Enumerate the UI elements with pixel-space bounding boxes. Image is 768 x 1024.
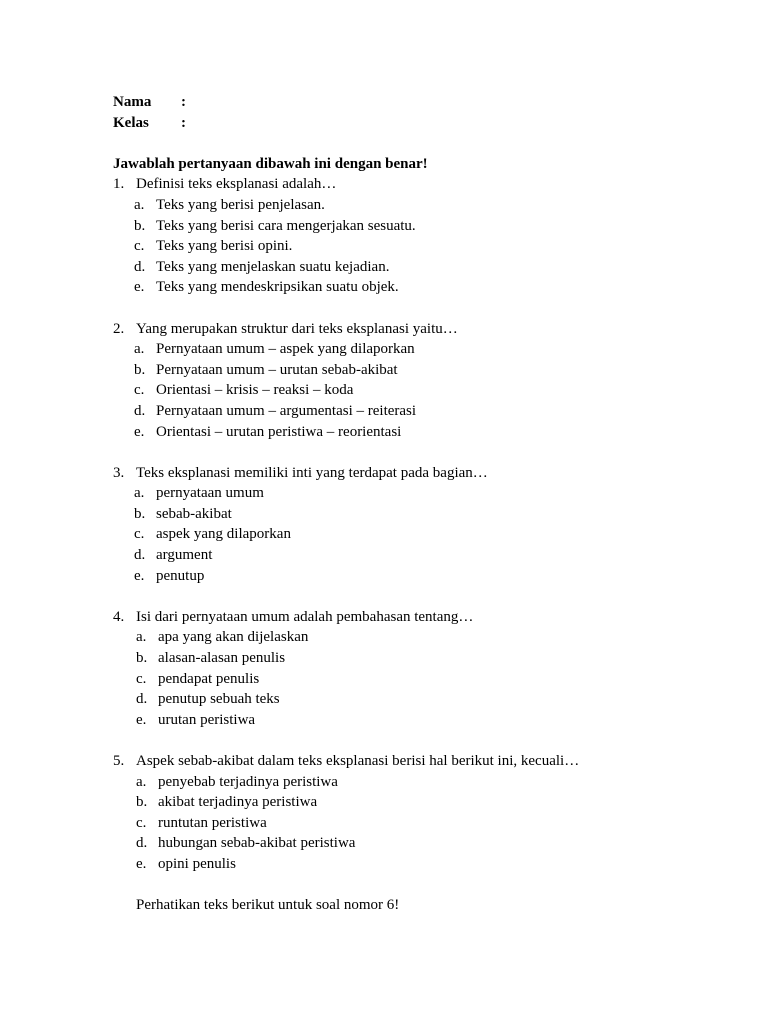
option-text: akibat terjadinya peristiwa [158, 794, 318, 811]
option-text: penutup sebuah teks [158, 691, 280, 708]
question-number: 3. [113, 464, 125, 481]
spacer [113, 730, 713, 751]
option-item [113, 483, 713, 504]
option-letter: d. [136, 691, 148, 708]
option-letter: e. [134, 423, 145, 440]
option-item [113, 195, 713, 216]
option-item [113, 627, 713, 648]
spacer [113, 133, 713, 154]
option-text: urutan peristiwa [158, 711, 256, 728]
question-text: Aspek sebab-akibat dalam teks eksplanasi berisi hal berikut ini, kecuali… [136, 753, 580, 769]
option-text: sebab-akibat [156, 505, 232, 522]
question-text: Isi dari pernyataan umum adalah pembahasan tentang… [136, 608, 474, 625]
option-text: aspek yang dilaporkan [156, 526, 291, 543]
option-letter: d. [134, 402, 146, 419]
option-text: Pernyataan umum – aspek yang dilaporkan [156, 341, 415, 358]
question-3 [113, 463, 713, 587]
option-text: Teks yang berisi opini. [156, 238, 293, 255]
spacer [113, 298, 713, 319]
question-1 [113, 174, 713, 298]
spacer [113, 586, 713, 607]
question-stem [113, 319, 713, 340]
name-colon: : [181, 94, 186, 110]
option-item [113, 792, 713, 813]
option-item [113, 813, 713, 834]
option-text: argument [156, 547, 213, 564]
option-text: penyebab terjadinya peristiwa [158, 773, 338, 790]
instruction-heading: Jawablah pertanyaan dibawah ini dengan benar! [113, 155, 428, 172]
spacer [113, 875, 713, 896]
option-letter: d. [134, 258, 146, 275]
option-text: hubungan sebab-akibat peristiwa [158, 835, 356, 852]
worksheet-page [113, 92, 713, 916]
option-letter: a. [136, 773, 147, 790]
option-text: penutup [156, 567, 205, 584]
option-text: opini penulis [158, 855, 236, 872]
option-item [113, 422, 713, 443]
question-number: 1. [113, 176, 125, 193]
question-text: Yang merupakan struktur dari teks eksplanasi yaitu… [136, 320, 458, 337]
question-number: 5. [113, 753, 125, 769]
class-label: Kelas [113, 114, 149, 131]
option-item [113, 772, 713, 793]
option-letter: c. [134, 526, 145, 543]
option-letter: e. [136, 855, 147, 872]
option-item [113, 236, 713, 257]
question-5 [113, 751, 713, 875]
option-text: Teks yang berisi penjelasan. [156, 196, 325, 213]
option-letter: b. [134, 361, 146, 378]
option-item [113, 854, 713, 875]
option-item [113, 669, 713, 690]
option-text: Orientasi – krisis – reaksi – koda [156, 382, 354, 399]
option-text: Pernyataan umum – urutan sebab-akibat [156, 361, 398, 378]
option-text: Orientasi – urutan peristiwa – reorientasi [156, 423, 402, 440]
option-letter: b. [134, 505, 146, 522]
option-item [113, 401, 713, 422]
option-letter: c. [136, 670, 147, 687]
name-field [113, 92, 713, 113]
option-text: pendapat penulis [158, 670, 260, 687]
question-number: 2. [113, 320, 125, 337]
question-stem [113, 751, 713, 772]
question-stem [113, 463, 713, 484]
reading-note: Perhatikan teks berikut untuk soal nomor 6! [136, 897, 400, 914]
option-letter: a. [136, 629, 147, 646]
option-letter: a. [134, 341, 145, 358]
option-letter: e. [134, 567, 145, 584]
question-text: Definisi teks eksplanasi adalah… [136, 176, 337, 193]
option-item [113, 524, 713, 545]
option-letter: a. [134, 485, 145, 502]
option-letter: b. [136, 794, 148, 811]
option-text: pernyataan umum [156, 485, 264, 502]
option-text: alasan-alasan penulis [158, 650, 286, 667]
option-item [113, 277, 713, 298]
question-number: 4. [113, 608, 125, 625]
option-text: Teks yang mendeskripsikan suatu objek. [156, 279, 399, 296]
option-text: Pernyataan umum – argumentasi – reiterasi [156, 402, 417, 419]
option-letter: e. [134, 279, 145, 296]
question-2 [113, 319, 713, 443]
option-letter: e. [136, 711, 147, 728]
option-item [113, 648, 713, 669]
option-item [113, 216, 713, 237]
class-field [113, 113, 713, 134]
class-colon: : [181, 114, 186, 131]
option-text: Teks yang menjelaskan suatu kejadian. [156, 258, 390, 275]
option-item [113, 710, 713, 731]
question-stem [113, 607, 713, 628]
option-item [113, 504, 713, 525]
option-item [113, 833, 713, 854]
option-letter: d. [134, 547, 146, 564]
option-letter: a. [134, 196, 145, 213]
option-text: apa yang akan dijelaskan [158, 629, 309, 646]
option-letter: d. [136, 835, 148, 852]
option-letter: b. [134, 217, 146, 234]
option-item [113, 689, 713, 710]
question-4 [113, 607, 713, 731]
option-text: runtutan peristiwa [158, 814, 267, 831]
name-label: Nama [113, 94, 152, 110]
option-letter: b. [136, 650, 148, 667]
option-item [113, 380, 713, 401]
option-letter: c. [136, 814, 147, 831]
option-item [113, 545, 713, 566]
question-stem [113, 174, 713, 195]
option-item [113, 339, 713, 360]
option-item [113, 566, 713, 587]
option-text: Teks yang berisi cara mengerjakan sesuatu. [156, 217, 416, 234]
spacer [113, 442, 713, 463]
option-item [113, 360, 713, 381]
option-letter: c. [134, 382, 145, 399]
question-text: Teks eksplanasi memiliki inti yang terdapat pada bagian… [136, 464, 488, 481]
option-item [113, 257, 713, 278]
option-letter: c. [134, 238, 145, 255]
